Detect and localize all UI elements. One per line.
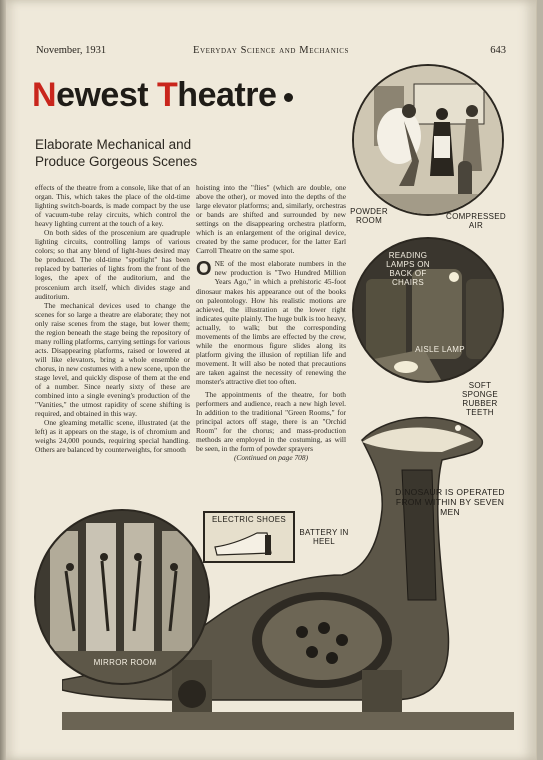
label-aisle-lamp: AISLE LAMP [415,345,465,354]
page-header [36,45,506,59]
magazine-name: Everyday Science and Mechanics [192,45,350,56]
label-electric-shoes: ELECTRIC SHOES [212,515,286,524]
label-reading-lamps: READING LAMPS ON BACK OF CHAIRS [386,251,430,287]
title-word-2: heatre [177,76,277,114]
continued-note: (Continued on page 708) [233,453,309,463]
label-dinosaur: DINOSAUR IS OPERATED FROM WITHIN BY SEVEN MEN [395,487,505,517]
title-word-1: ewest [56,76,158,114]
article-subtitle: Elaborate Mechanical and Produce Gorgeous Scenes [35,137,198,169]
powder-room-illustration [352,64,504,216]
article-title [32,76,293,115]
paragraph: The mechanical devices used to change the scenes for so large a theatre are elaborate; they not only raise scenes from the stage, but lower them; the region beneath the stage being the repository of many rolling platforms, carrying settings for various acts. Disappearing platforms, raised or lowered at will like elevators, bring a whole ensemble or chorus, in new costumes with a new scene, upon the stage level, and quickly dispose of them at the end of a number. Since nearly sixty of these are combined into a single evening's production of the "Vanities," the utmost rapidity of scene shifting is required, and obtained in this way. [35,300,190,419]
paragraph-text: NE of the most elaborate numbers in the new production is "Two Hundred Million Years Ago," in which a prehistoric 45-foot dinosaur makes his appearance out of the books on paleontology. How his realistic motions are achieved, the illustration at the lower right indicates quite plainly. The huge bulk is too heavy, actually, to walk; but the corresponding movements of the limbs are effected by the crew, while the enormous figure slides along its platform giving the illusion of reptilian life and movement. It will also be noted that precautions are taken against the necessity of renewing the monster's attractive diet too often. [196,259,346,386]
label-soft-sponge-teeth: SOFT SPONGE RUBBER TEETH [461,381,499,417]
page-number: 643 [490,45,506,56]
label-battery-heel: BATTERY IN HEEL [299,528,349,546]
label-compressed-air: COMPRESSED AIR [446,212,506,230]
paragraph: hoisting into the "flies" (which are double, one above the other), or moved into the depths of the large elevator platforms; and, similarly, orchestras or bands are shifted and surrounded by new settings on the disappearing orchestra platform, which is an enlargement of the original device, created by the same producer, for the latter Earl Carroll Theatre on the same spot. [196,183,346,256]
label-powder-room: POWDER ROOM [350,207,388,225]
title-initial-t: T [157,76,178,114]
paragraph: The appointments of the theatre, for both performers and audience, reach a new high level. In addition to the traditional "Green Rooms," for principal actors off stage, there is an "Orchid Room" for the chorus; and mass-production methods are employed in the costuming, as will be seen, in the form of powder sprayers [196,390,346,454]
title-bullet [284,93,293,102]
label-mirror-room: MIRROR ROOM [93,658,157,667]
drop-cap: O [196,258,212,281]
magazine-page [6,0,537,760]
issue-date: November, 1931 [36,45,107,56]
paragraph: On both sides of the proscenium are quadruple lighting circuits, controlling lamps of various colors; so that any blend of light-hues desired may be produced. The old-time "spotlight" has been replaced by batteries of lights from the front of the loges, the apex of the auditorium, and the proscenium arch itself, which divides stage and auditorium. [35,228,190,301]
title-initial-n: N [32,76,57,114]
paragraph: effects of the theatre from a console, like that of an organ. This, which takes the place of the old-time lighting switch-boards, is made compact by the use of vacuum-tube relay circuits, which control the heavy lighting current at the touch of a key. [35,183,190,229]
paragraph [196,259,346,386]
paragraph: One gleaming metallic scene, illustrated (at the left) as it appears on the stage, is of chromium and weighs 24,000 pounds, requiring special handling. Others are balanced by counterweights, for smooth [35,418,190,455]
